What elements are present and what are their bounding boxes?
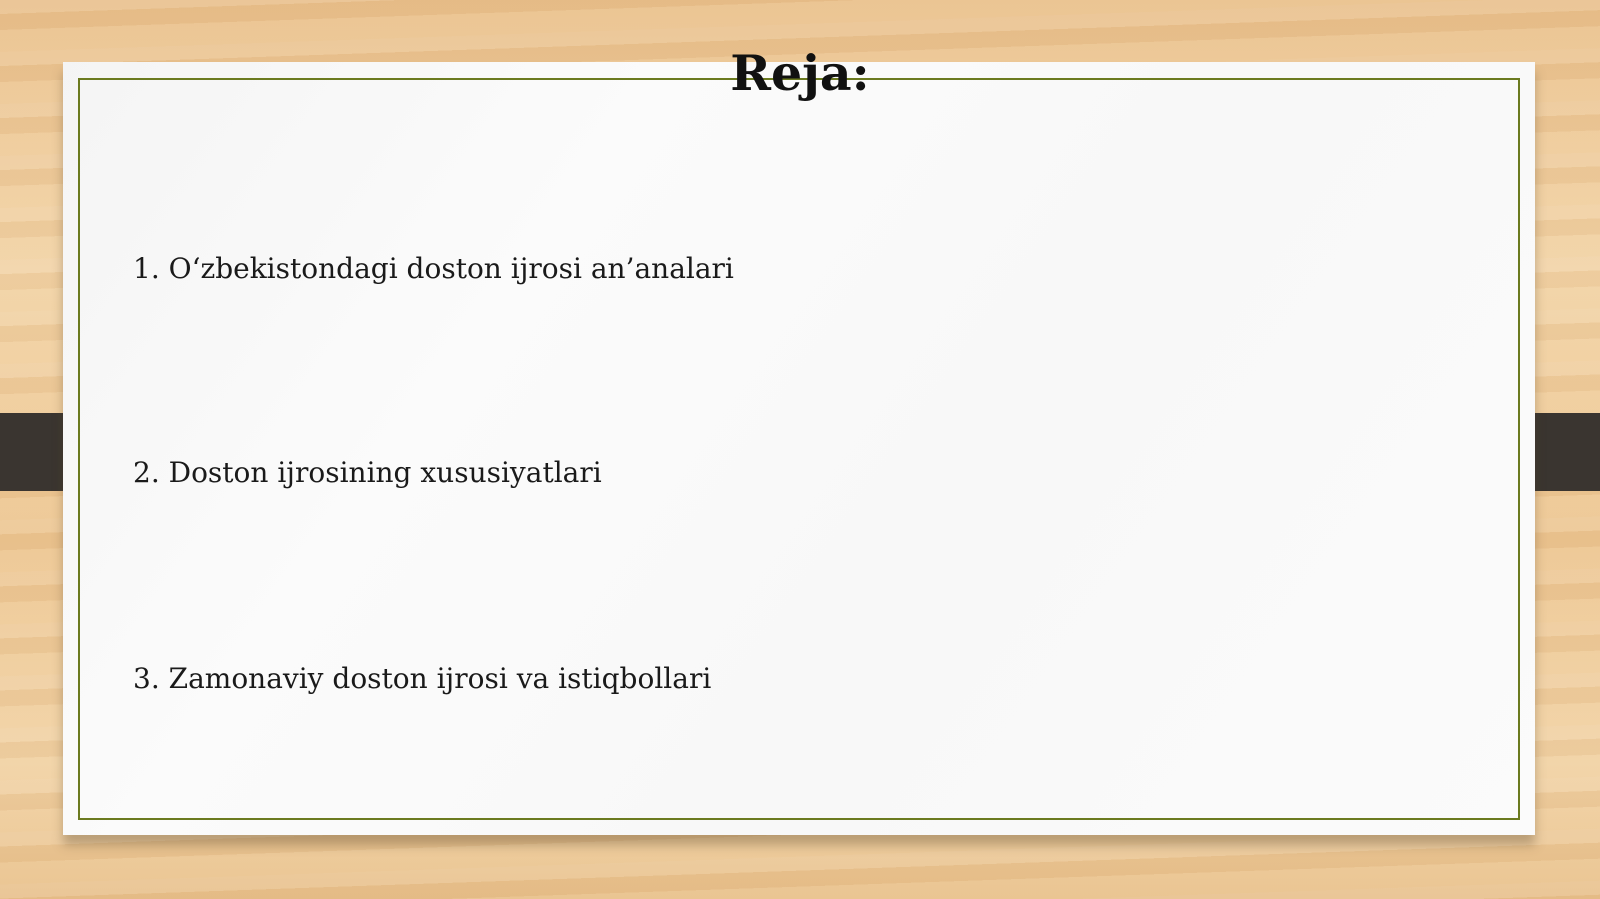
plan-item-3: 3. Zamonaviy doston ijrosi va istiqbollari [133,662,712,695]
plan-item-2: 2. Doston ijrosining xususiyatlari [133,456,602,489]
plan-item-1: 1. O‘zbekistondagi doston ijrosi an’analari [133,252,734,285]
slide-card [63,62,1535,835]
slide-frame-border [78,78,1520,820]
slide-title: Reja: [730,44,870,102]
